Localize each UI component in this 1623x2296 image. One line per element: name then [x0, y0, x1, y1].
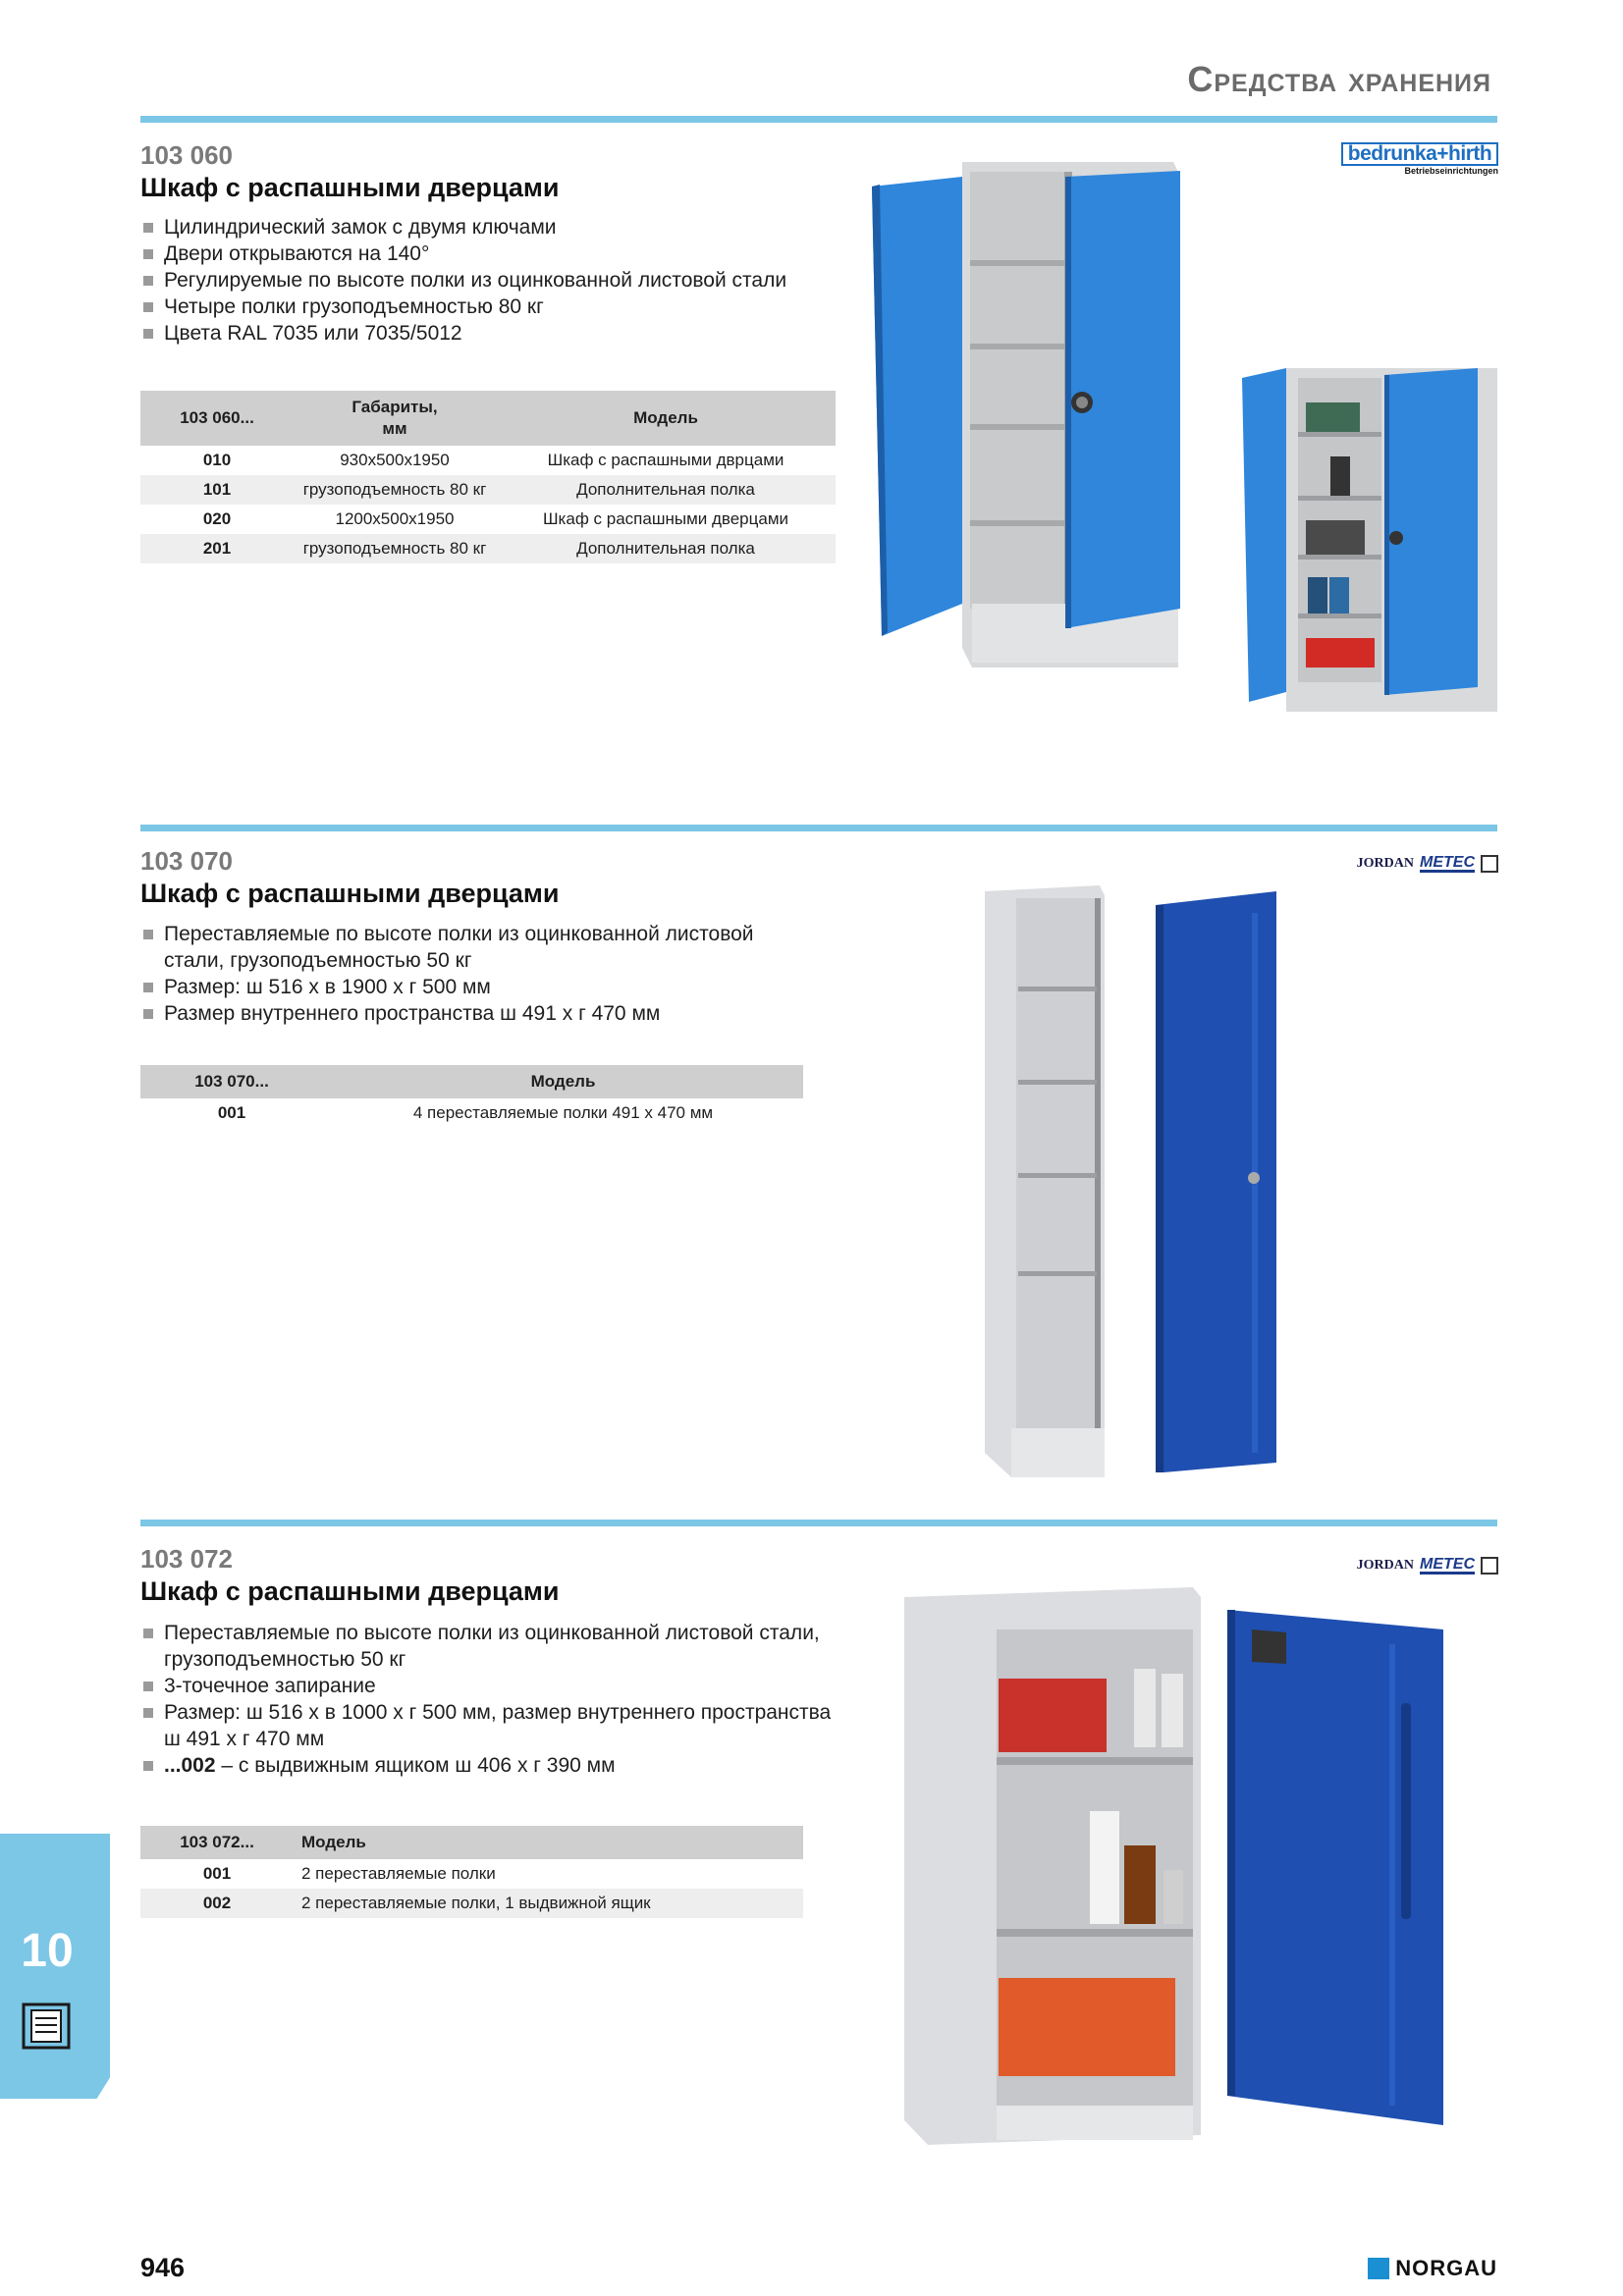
- feature-item: Размер внутреннего пространства ш 491 x г 470 мм: [140, 1000, 808, 1027]
- feature-list: [140, 921, 808, 1027]
- table-header-row: [140, 391, 836, 446]
- feature-item: [140, 1752, 847, 1779]
- table-header-row: [140, 1826, 803, 1859]
- cabinet-single-door-short-image: [898, 1585, 1458, 2155]
- table-cell: Дополнительная полка: [496, 534, 836, 563]
- table-cell: 001: [202, 1864, 232, 1883]
- brand-name: JORDAN: [1356, 1558, 1414, 1573]
- table-header-cell: Модель: [323, 1065, 803, 1098]
- brand-name: JORDAN: [1356, 856, 1414, 871]
- cabinet-double-door-image: [854, 157, 1217, 667]
- table-header-cell: 103 072...: [140, 1826, 294, 1859]
- brand-name: NORGAU: [1395, 2256, 1497, 2280]
- table-cell: 2 переставляемые полки: [301, 1864, 496, 1883]
- cabinet-icon: [1481, 1557, 1498, 1575]
- section-divider: [140, 116, 1497, 123]
- product-code: 103 070: [140, 846, 233, 876]
- table-header-cell: 103 060...: [140, 391, 294, 446]
- table-cell: 1200x500x1950: [335, 509, 455, 528]
- table-cell: Дополнительная полка: [496, 475, 836, 505]
- table-cell: Шкаф с распашными дверцами: [542, 509, 789, 528]
- table-cell: 002: [140, 1889, 294, 1918]
- feature-list: [140, 1620, 847, 1779]
- table-row: [140, 505, 836, 534]
- product-code: 103 072: [140, 1544, 233, 1574]
- table-cell: 101: [140, 475, 294, 505]
- table-cell: 4 переставляемые полки 491 x 470 мм: [412, 1103, 714, 1122]
- table-cell: грузоподъемность 80 кг: [294, 534, 496, 563]
- table-row: [140, 1098, 803, 1128]
- spec-table: [140, 1065, 803, 1128]
- brand-subtitle: Betriebseinrichtungen: [1404, 166, 1498, 176]
- table-header-row: [140, 1065, 803, 1098]
- feature-item: Четыре полки грузоподъемностью 80 кг: [140, 294, 847, 320]
- page-number: 946: [140, 2253, 186, 2282]
- feature-item: Переставляемые по высоте полки из оцинкованной листовой стали, грузоподъемностью 50 кг: [140, 1620, 847, 1673]
- spec-table: [140, 1826, 803, 1918]
- table-cell: 930x500x1950: [340, 451, 450, 469]
- feature-bold-code: ...002: [164, 1754, 216, 1777]
- brand-logo-bedrunka-hirth: [1341, 142, 1498, 176]
- product-title: Шкаф с распашными дверцами: [140, 173, 560, 202]
- cabinet-single-door-tall-image: [977, 883, 1291, 1482]
- cabinet-double-door-filled-image: [1237, 363, 1507, 717]
- feature-text: – с выдвижным ящиком ш 406 x г 390 мм: [215, 1754, 616, 1777]
- feature-item: Размер: ш 516 x в 1900 x г 500 мм: [140, 974, 808, 1000]
- table-cell: грузоподъемность 80 кг: [294, 475, 496, 505]
- table-cell: 020: [202, 509, 232, 528]
- table-cell: 010: [202, 451, 232, 469]
- table-header-cell: Модель: [294, 1826, 803, 1859]
- feature-item: Размер: ш 516 x в 1000 x г 500 мм, размер внутреннего пространства ш 491 x г 470 мм: [140, 1699, 847, 1752]
- norgau-mark-icon: [1368, 2258, 1389, 2279]
- table-row: [140, 1889, 803, 1918]
- table-header-cell: Модель: [496, 391, 836, 446]
- feature-item: Двери открываются на 140°: [140, 240, 847, 267]
- product-title: Шкаф с распашными дверцами: [140, 879, 560, 908]
- brand-name: bedrunka+hirth: [1341, 142, 1498, 166]
- brand-logo-norgau: [1368, 2256, 1497, 2281]
- feature-item: Цилиндрический замок с двумя ключами: [140, 214, 847, 240]
- table-cell: 2 переставляемые полки, 1 выдвижной ящик: [294, 1889, 803, 1918]
- brand-name-secondary: METEC: [1420, 1555, 1475, 1573]
- table-header-cell: 103 070...: [140, 1065, 323, 1098]
- product-code: 103 060: [140, 140, 233, 170]
- feature-item: 3-точечное запирание: [140, 1673, 847, 1699]
- brand-logo-jordan-metec: [1341, 1554, 1498, 1577]
- table-cell: 001: [217, 1103, 246, 1122]
- table-row: [140, 475, 836, 505]
- product-title: Шкаф с распашными дверцами: [140, 1576, 560, 1606]
- feature-item: Регулируемые по высоте полки из оцинкованной листовой стали: [140, 267, 847, 294]
- section-divider: [140, 825, 1497, 831]
- table-cell: Шкаф с распашными дврцами: [547, 451, 784, 469]
- cabinet-icon: [22, 2002, 73, 2052]
- table-row: [140, 534, 836, 563]
- feature-list: [140, 214, 847, 347]
- page-section-title: Средства хранения: [1187, 59, 1491, 99]
- feature-item: Переставляемые по высоте полки из оцинкованной листовой стали, грузоподъемностью 50 кг: [140, 921, 808, 974]
- feature-item: Цвета RAL 7035 или 7035/5012: [140, 320, 847, 347]
- spec-table: [140, 391, 836, 563]
- table-row: [140, 1859, 803, 1889]
- brand-logo-jordan-metec: [1341, 852, 1498, 876]
- chapter-number: 10: [21, 1925, 74, 1977]
- brand-name-secondary: METEC: [1420, 853, 1475, 871]
- table-row: [140, 446, 836, 475]
- table-cell: 201: [140, 534, 294, 563]
- section-divider: [140, 1520, 1497, 1526]
- cabinet-icon: [1481, 855, 1498, 873]
- table-header-cell: Габариты, мм: [294, 391, 496, 446]
